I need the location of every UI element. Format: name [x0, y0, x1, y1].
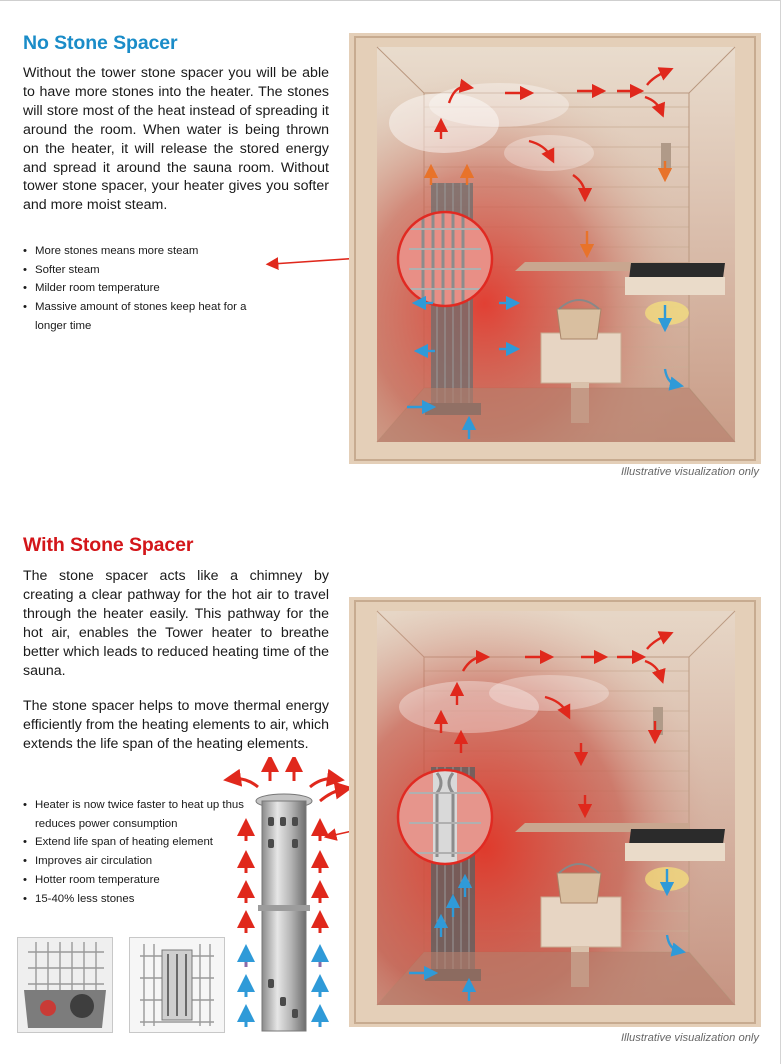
with-stone-spacer-title: With Stone Spacer	[23, 534, 194, 556]
bullet-item: • Massive amount of stones keep heat for a longer time	[23, 298, 273, 335]
with-stone-spacer-paragraph-1: The stone spacer acts like a chimney by creating a clear pathway for the hot air to travel through the heater easily. This pathway for the hot air, enables the Tower heater to breathe better which leads to reduced heating time of the sauna.	[23, 568, 330, 679]
heater-cage-thumbnail	[129, 937, 225, 1033]
heater-photo-thumbnail	[17, 937, 113, 1033]
bullet-item: • 15-40% less stones	[23, 890, 248, 909]
red-arrow-icon	[320, 789, 344, 801]
red-arrow-icon	[232, 779, 258, 787]
with-stone-spacer-paragraph-2: The stone spacer helps to move thermal energy efficiently from the heating elements to air, which extends the life span of the heating elements.	[23, 698, 329, 752]
bullet-item: • Improves air circulation	[23, 852, 248, 871]
bullet-item: • Softer steam	[23, 261, 273, 280]
bullet-item: • Extend life span of heating element	[23, 833, 248, 852]
bullet-item: • Milder room temperature	[23, 279, 273, 298]
bullet-item: • Heater is now twice faster to heat up thus reduces power consumption	[23, 796, 248, 833]
no-stone-spacer-paragraph: Without the tower stone spacer you will be able to have more stones into the heater. The stones will store most of the heat instead of spreading it around the room. When water is being thrown on the heater, it will release the stored energy and spread it around the sauna room. Without tower stone spacer, your heater gives you softer and more moist steam.	[23, 65, 329, 214]
red-arrow-icon	[310, 779, 336, 787]
caption-illustrative-1: Illustrative visualization only	[620, 466, 759, 478]
bullet-item: • More stones means more steam	[23, 242, 273, 261]
sauna-illustration-no-spacer	[349, 33, 761, 464]
sauna-illustration-with-spacer	[349, 597, 761, 1027]
no-stone-spacer-title: No Stone Spacer	[23, 32, 178, 54]
with-stone-spacer-bullets	[23, 796, 248, 908]
bullet-item: • Hotter room temperature	[23, 871, 248, 890]
stone-spacer-illustration	[216, 757, 356, 1037]
caption-illustrative-2: Illustrative visualization only	[620, 1032, 759, 1044]
